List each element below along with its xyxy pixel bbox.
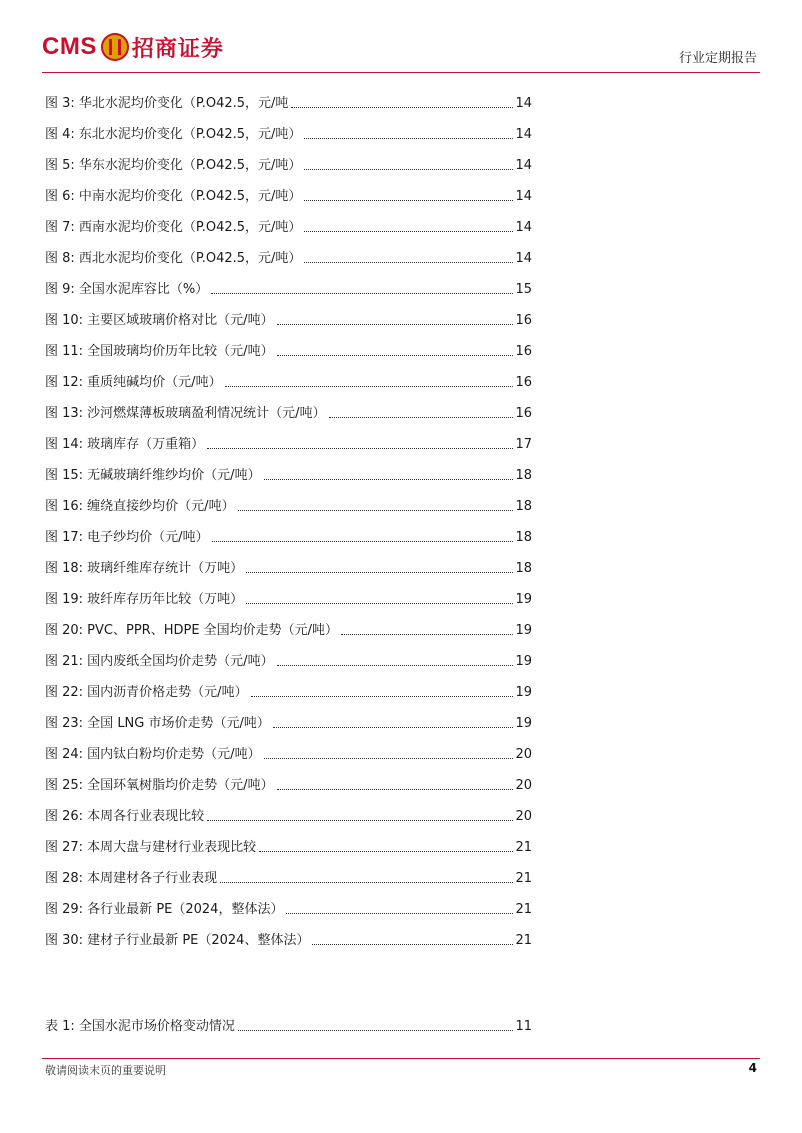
toc-entry-page: 14 — [515, 189, 532, 204]
toc-entry-page: 20 — [515, 778, 532, 793]
toc-entry-label: 图 20: PVC、PPR、HDPE 全国均价走势（元/吨） — [45, 623, 339, 638]
dot-leader — [277, 355, 514, 356]
toc-entry-label: 图 21: 国内废纸全国均价走势（元/吨） — [45, 654, 274, 669]
dot-leader — [277, 324, 514, 325]
toc-entry-label: 图 22: 国内沥青价格走势（元/吨） — [45, 685, 248, 700]
toc-entry[interactable] — [45, 206, 532, 237]
dot-leader — [304, 231, 513, 232]
toc-entry-page: 16 — [515, 344, 532, 359]
toc-entry[interactable] — [45, 268, 532, 299]
toc-entry[interactable] — [45, 547, 532, 578]
toc-entry[interactable] — [45, 113, 532, 144]
logo-emblem-icon — [101, 33, 129, 61]
toc-entry-label: 图 16: 缠绕直接纱均价（元/吨） — [45, 499, 235, 514]
dot-leader — [225, 386, 514, 387]
toc-entry-label: 图 7: 西南水泥均价变化（P.O42.5，元/吨） — [45, 220, 302, 235]
toc-entry-page: 21 — [515, 840, 532, 855]
dot-leader — [264, 758, 514, 759]
toc-entry[interactable] — [45, 795, 532, 826]
toc-entry[interactable] — [45, 888, 532, 919]
dot-leader — [341, 634, 513, 635]
page-number: 4 — [748, 1061, 757, 1075]
dot-leader — [273, 727, 514, 728]
dot-leader — [312, 944, 513, 945]
toc-entry-label: 图 3: 华北水泥均价变化（P.O42.5，元/吨 — [45, 96, 289, 111]
dot-leader — [207, 820, 513, 821]
dot-leader — [246, 572, 513, 573]
toc-entry-label: 表 1: 全国水泥市场价格变动情况 — [45, 1019, 235, 1034]
dot-leader — [264, 479, 514, 480]
logo-chinese-text: 招商证券 — [131, 35, 224, 62]
toc-entry-label: 图 5: 华东水泥均价变化（P.O42.5，元/吨） — [45, 158, 302, 173]
footer-divider — [42, 1058, 760, 1059]
toc-entry-page: 19 — [515, 716, 532, 731]
toc-entry-label: 图 4: 东北水泥均价变化（P.O42.5，元/吨） — [45, 127, 302, 142]
toc-entry-label: 图 29: 各行业最新 PE（2024，整体法） — [45, 902, 284, 917]
toc-entry[interactable] — [45, 671, 532, 702]
toc-entry-page: 18 — [515, 499, 532, 514]
toc-entry-page: 14 — [515, 251, 532, 266]
toc-entry-page: 18 — [515, 561, 532, 576]
dot-leader — [286, 913, 513, 914]
toc-entry-label: 图 15: 无碱玻璃纤维纱均价（元/吨） — [45, 468, 261, 483]
toc-entry-label: 图 23: 全国 LNG 市场价走势（元/吨） — [45, 716, 270, 731]
toc-entry-label: 图 14: 玻璃库存（万重箱） — [45, 437, 205, 452]
dot-leader — [251, 696, 514, 697]
toc-entry-page: 17 — [515, 437, 532, 452]
toc-entry[interactable] — [45, 361, 532, 392]
toc-entry-label: 图 19: 玻纤库存历年比较（万吨） — [45, 592, 244, 607]
figure-list — [45, 82, 532, 950]
dot-leader — [238, 510, 514, 511]
toc-entry[interactable] — [45, 423, 532, 454]
dot-leader — [304, 262, 513, 263]
dot-leader — [238, 1030, 514, 1031]
toc-entry[interactable] — [45, 857, 532, 888]
toc-entry-page: 18 — [515, 468, 532, 483]
toc-entry-label: 图 27: 本周大盘与建材行业表现比较 — [45, 840, 257, 855]
dot-leader — [304, 169, 513, 170]
toc-entry[interactable] — [45, 299, 532, 330]
toc-entry-page: 14 — [515, 158, 532, 173]
page-header — [0, 0, 802, 76]
toc-entry-label: 图 6: 中南水泥均价变化（P.O42.5，元/吨） — [45, 189, 302, 204]
toc-entry-page: 19 — [515, 654, 532, 669]
toc-entry[interactable] — [45, 175, 532, 206]
dot-leader — [291, 107, 513, 108]
toc-entry[interactable] — [45, 578, 532, 609]
toc-entry-page: 16 — [515, 406, 532, 421]
toc-entry-label: 图 25: 全国环氧树脂均价走势（元/吨） — [45, 778, 274, 793]
toc-entry[interactable] — [45, 82, 532, 113]
dot-leader — [207, 448, 513, 449]
toc-entry-label: 图 9: 全国水泥库容比（%） — [45, 282, 209, 297]
toc-entry[interactable] — [45, 144, 532, 175]
toc-entry-page: 21 — [515, 933, 532, 948]
dot-leader — [304, 200, 513, 201]
dot-leader — [246, 603, 513, 604]
dot-leader — [259, 851, 513, 852]
toc-entry-label: 图 30: 建材子行业最新 PE（2024、整体法） — [45, 933, 310, 948]
toc-entry-page: 19 — [515, 685, 532, 700]
toc-entry[interactable] — [45, 826, 532, 857]
toc-entry-page: 19 — [515, 592, 532, 607]
toc-entry-label: 图 18: 玻璃纤维库存统计（万吨） — [45, 561, 244, 576]
toc-entry[interactable] — [45, 702, 532, 733]
toc-entry-label: 图 28: 本周建材各子行业表现 — [45, 871, 218, 886]
dot-leader — [277, 789, 514, 790]
dot-leader — [212, 541, 514, 542]
table-list — [45, 1005, 532, 1036]
toc-entry-page: 20 — [515, 809, 532, 824]
logo-latin-text: CMS — [42, 33, 97, 60]
toc-entry-page: 20 — [515, 747, 532, 762]
dot-leader — [277, 665, 514, 666]
toc-entry-page: 16 — [515, 313, 532, 328]
dot-leader — [329, 417, 514, 418]
toc-entry-page: 16 — [515, 375, 532, 390]
toc-entry-page: 14 — [515, 220, 532, 235]
toc-entry[interactable] — [45, 640, 532, 671]
toc-entry-page: 11 — [515, 1019, 532, 1034]
toc-entry-page: 19 — [515, 623, 532, 638]
dot-leader — [211, 293, 513, 294]
toc-entry[interactable] — [45, 1005, 532, 1036]
toc-entry-page: 14 — [515, 96, 532, 111]
toc-entry[interactable] — [45, 516, 532, 547]
header-divider — [42, 72, 760, 73]
toc-entry-label: 图 12: 重质纯碱均价（元/吨） — [45, 375, 222, 390]
toc-entry[interactable] — [45, 764, 532, 795]
toc-entry[interactable] — [45, 237, 532, 268]
toc-entry-label: 图 10: 主要区域玻璃价格对比（元/吨） — [45, 313, 274, 328]
toc-entry-page: 21 — [515, 871, 532, 886]
disclaimer-note: 敬请阅读末页的重要说明 — [45, 1064, 166, 1077]
toc-entry[interactable] — [45, 919, 532, 950]
toc-entry-page: 18 — [515, 530, 532, 545]
toc-entry-label: 图 13: 沙河燃煤薄板玻璃盈利情况统计（元/吨） — [45, 406, 326, 421]
report-type-label: 行业定期报告 — [678, 51, 757, 66]
toc-entry-label: 图 11: 全国玻璃均价历年比较（元/吨） — [45, 344, 274, 359]
toc-entry[interactable] — [45, 485, 532, 516]
toc-entry-label: 图 17: 电子纱均价（元/吨） — [45, 530, 209, 545]
toc-entry[interactable] — [45, 392, 532, 423]
toc-entry-label: 图 26: 本周各行业表现比较 — [45, 809, 205, 824]
toc-entry-page: 14 — [515, 127, 532, 142]
dot-leader — [220, 882, 513, 883]
toc-entry[interactable] — [45, 733, 532, 764]
toc-entry[interactable] — [45, 609, 532, 640]
toc-entry-label: 图 24: 国内钛白粉均价走势（元/吨） — [45, 747, 261, 762]
toc-entry-page: 15 — [515, 282, 532, 297]
company-logo — [42, 30, 224, 64]
toc-entry-label: 图 8: 西北水泥均价变化（P.O42.5，元/吨） — [45, 251, 302, 266]
dot-leader — [304, 138, 513, 139]
toc-entry[interactable] — [45, 330, 532, 361]
toc-entry[interactable] — [45, 454, 532, 485]
toc-entry-page: 21 — [515, 902, 532, 917]
